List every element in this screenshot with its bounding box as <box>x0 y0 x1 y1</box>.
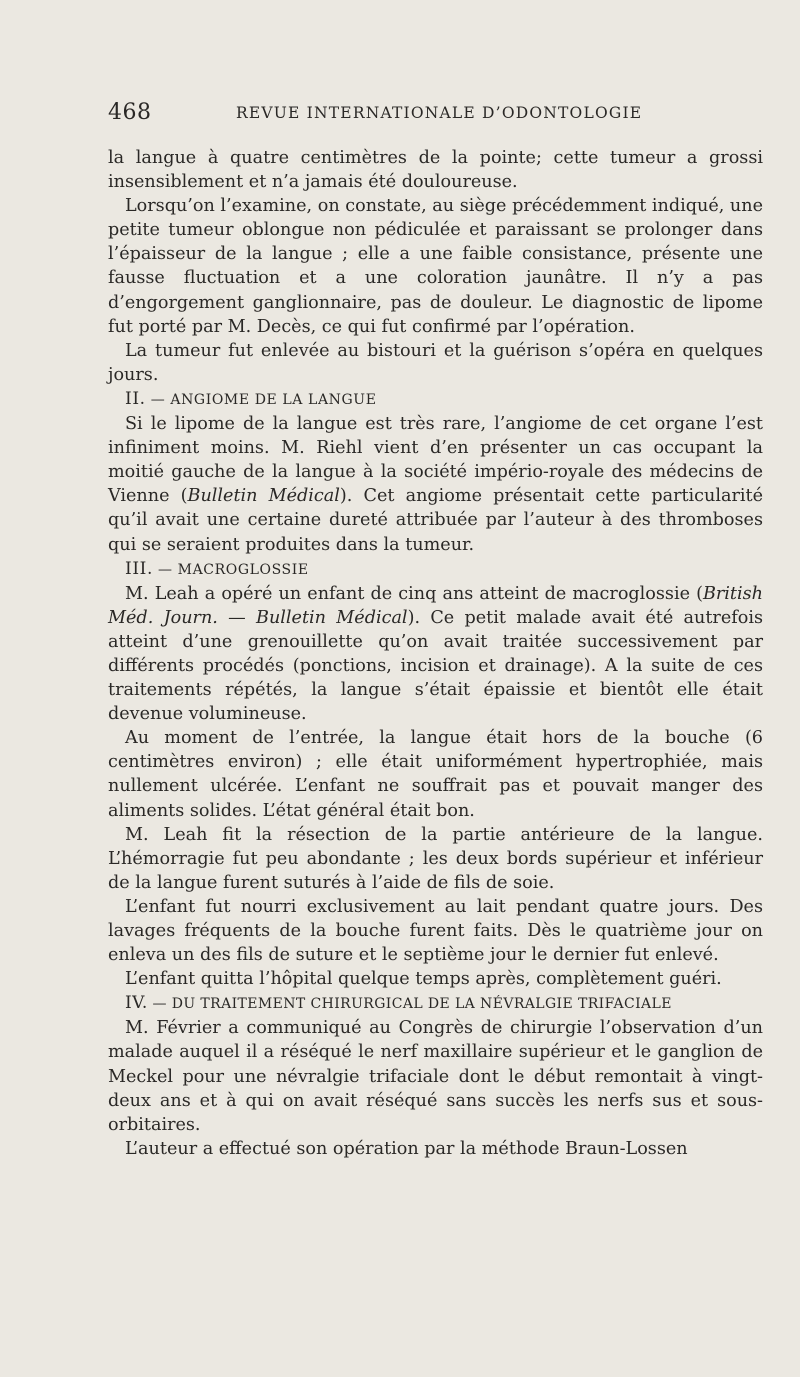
text-run: ). Cet angiome présentait cette particularité qu’il avait une certaine dureté attribuée par l’auteur à des thromboses qui se seraient produites dans la tumeur. <box>108 486 763 555</box>
paragraph: L’enfant fut nourri exclusivement au lait pendant quatre jours. Des lavages fréquents de la bouche furent faits. Dès le quatrième jour on enleva un des fils de suture et le septième jour le dernier fut enlevé. <box>108 896 763 966</box>
paragraph: M. Leah fit la résection de la partie antérieure de la langue. L’hémorragie fut peu abondante ; les deux bords supérieur et inférieur de la langue furent suturés à l’aide de fils de soie. <box>108 824 763 893</box>
section-number: III. <box>125 558 153 579</box>
text-run: Si le lipome de la langue est très rare, l’angiome de cet organe l’est infiniment moins. M. Riehl vient d’en présenter un cas occupant la moitié gauche de la langue à la société império-royale des médecins de Vienne ( <box>108 414 763 507</box>
paragraph <box>108 582 763 727</box>
page-number: 468 <box>108 100 152 125</box>
running-title: REVUE INTERNATIONALE D’ODONTOLOGIE <box>236 104 643 122</box>
paragraph: M. Février a communiqué au Congrès de chirurgie l’observation d’un malade auquel il a réséqué le nerf maxillaire supérieur et le ganglion de Meckel pour une névralgie trifaciale dont le début remontait à vingt-deux ans et à qui on avait réséqué sans succès les nerfs sus et sous-orbitaires. <box>108 1018 763 1135</box>
paragraph: L’auteur a effectué son opération par la méthode Braun-Lossen <box>125 1138 688 1159</box>
section-number: II. <box>125 388 146 409</box>
page-header <box>108 100 768 130</box>
paragraph: Lorsqu’on l’examine, on constate, au siège précédemment indiqué, une petite tumeur oblongue non pédiculée et paraissant se prolonger dans l’épaisseur de la langue ; elle a une faible consistance, présente une fausse fluctuation et a une coloration jaunâtre. Il n’y a pas d’engorgement ganglionnaire, pas de douleur. Le diagnostic de lipome fut porté par M. Decès, ce qui fut confirmé par l’opération. <box>108 196 763 337</box>
section-heading <box>108 991 763 1016</box>
body-text <box>108 146 763 1161</box>
paragraph: la langue à quatre centimètres de la pointe; cette tumeur a grossi insensiblement et n’a jamais été douloureuse. <box>108 148 763 193</box>
section-heading <box>108 387 763 412</box>
section-title: — MACROGLOSSIE <box>158 561 309 578</box>
section-title: — ANGIOME DE LA LANGUE <box>150 391 377 408</box>
paragraph: La tumeur fut enlevée au bistouri et la guérison s’opéra en quelques jours. <box>108 340 763 385</box>
italic-citation: British Méd. Journ. — Bulletin Médical <box>108 583 763 628</box>
section-number: IV. <box>125 993 148 1014</box>
paragraph <box>108 412 763 557</box>
text-run: ). Ce petit malade avait été autrefois atteint d’une grenouillette qu’on avait traitée successivement par différents procédés (ponctions, incision et drainage). A la suite de ces traitements répétés, la langue s’était épaissie et bientôt elle était devenue volumineuse. <box>108 607 764 725</box>
paragraph: L’enfant quitta l’hôpital quelque temps après, complètement guéri. <box>125 969 722 990</box>
text-run: M. Leah a opéré un enfant de cinq ans atteint de macroglossie ( <box>125 583 703 604</box>
section-heading <box>108 557 763 582</box>
italic-citation: Bulletin Médical <box>187 486 340 507</box>
section-title: — DU TRAITEMENT CHIRURGICAL DE LA NÉVRALGIE TRIFACIALE <box>152 996 672 1013</box>
paragraph: Au moment de l’entrée, la langue était hors de la bouche (6 centimètres environ) ; elle était uniformément hypertrophiée, mais nullement ulcérée. L’enfant ne souffrait pas et pouvait manger des aliments solides. L’état général était bon. <box>108 728 763 821</box>
